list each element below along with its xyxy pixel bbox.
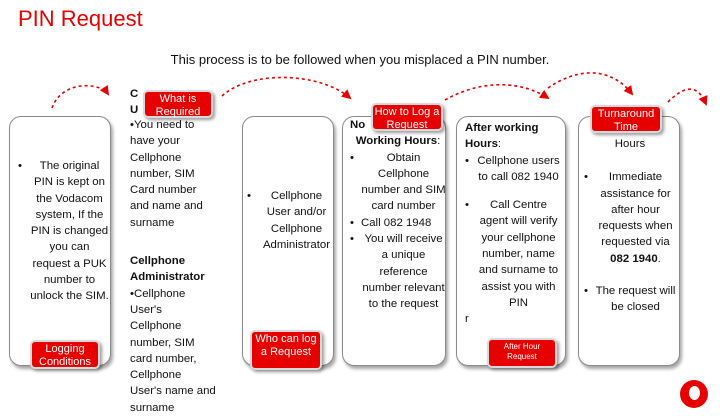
card-turnaround-text	[584, 136, 676, 316]
page-subtitle: This process is to be followed when you misplaced a PIN number.	[170, 52, 550, 67]
card-heading: After working	[465, 122, 539, 134]
card-who-can-log-text	[247, 188, 335, 253]
card-heading: Working Hours:	[355, 135, 441, 148]
tag-how-to-log: How to Log a Request	[371, 103, 443, 131]
tag-who-can-log: Who can log a Request	[250, 330, 322, 370]
list-item: • Cellphone User and/or Cellphone Administrator	[247, 188, 335, 253]
list-item: • The original PIN is kept on the Vodacom system, If the PIN is changed you can request a PUK number to unlock the SIM.	[18, 158, 110, 305]
list-item: •You need to have your Cellphone number, SIM Card number and name and surname	[130, 119, 203, 229]
tag-after-hour-request: After Hour Request	[487, 338, 557, 368]
trailing-text: r	[465, 313, 469, 326]
header-fragment: U	[130, 104, 139, 116]
vodafone-logo-icon	[680, 380, 708, 408]
list-item: • Immediate assistance for after hour requests when requested via 082 1940.	[584, 169, 676, 267]
flow-arrow-5	[668, 89, 706, 104]
list-item: • Obtain Cellphone number and SIM card number	[350, 150, 446, 215]
card-heading: No	[350, 119, 366, 131]
list-item: • Call 082 1948	[350, 215, 446, 231]
flow-arrow-1	[52, 86, 108, 108]
flow-arrow-3	[445, 85, 548, 100]
flow-arrow-4	[548, 73, 632, 94]
list-item: • Cellphone users to call 082 1940	[465, 153, 561, 186]
list-item: •Cellphone User's Cellphone number, SIM card number, Cellphone User's name and surname	[130, 287, 216, 414]
header-fragment: C	[130, 88, 139, 100]
card-pin-info-text	[18, 158, 110, 305]
list-item: • The request will be closed	[584, 283, 676, 316]
flow-arrow-2	[222, 77, 350, 98]
tag-turnaround-time: Turnaround Time	[590, 105, 662, 133]
card-how-to-log-text	[350, 117, 446, 313]
tag-logging-conditions: Logging Conditions	[30, 340, 100, 369]
requirements-heading: Cellphone Administrator	[130, 255, 205, 284]
page-title: PIN Request	[18, 6, 143, 31]
tag-what-is-required: What is Required	[143, 90, 213, 118]
list-item: • Call Centre agent will verify your cellphone number, name and surname to assist you with PIN	[465, 197, 561, 311]
card-after-hours-text	[465, 120, 561, 328]
card-heading: Hours:	[465, 138, 502, 151]
card-top-text: Hours	[614, 138, 646, 150]
list-item: • You will receive a unique reference number relevant to the request	[350, 231, 446, 312]
requirements-list	[130, 117, 216, 416]
